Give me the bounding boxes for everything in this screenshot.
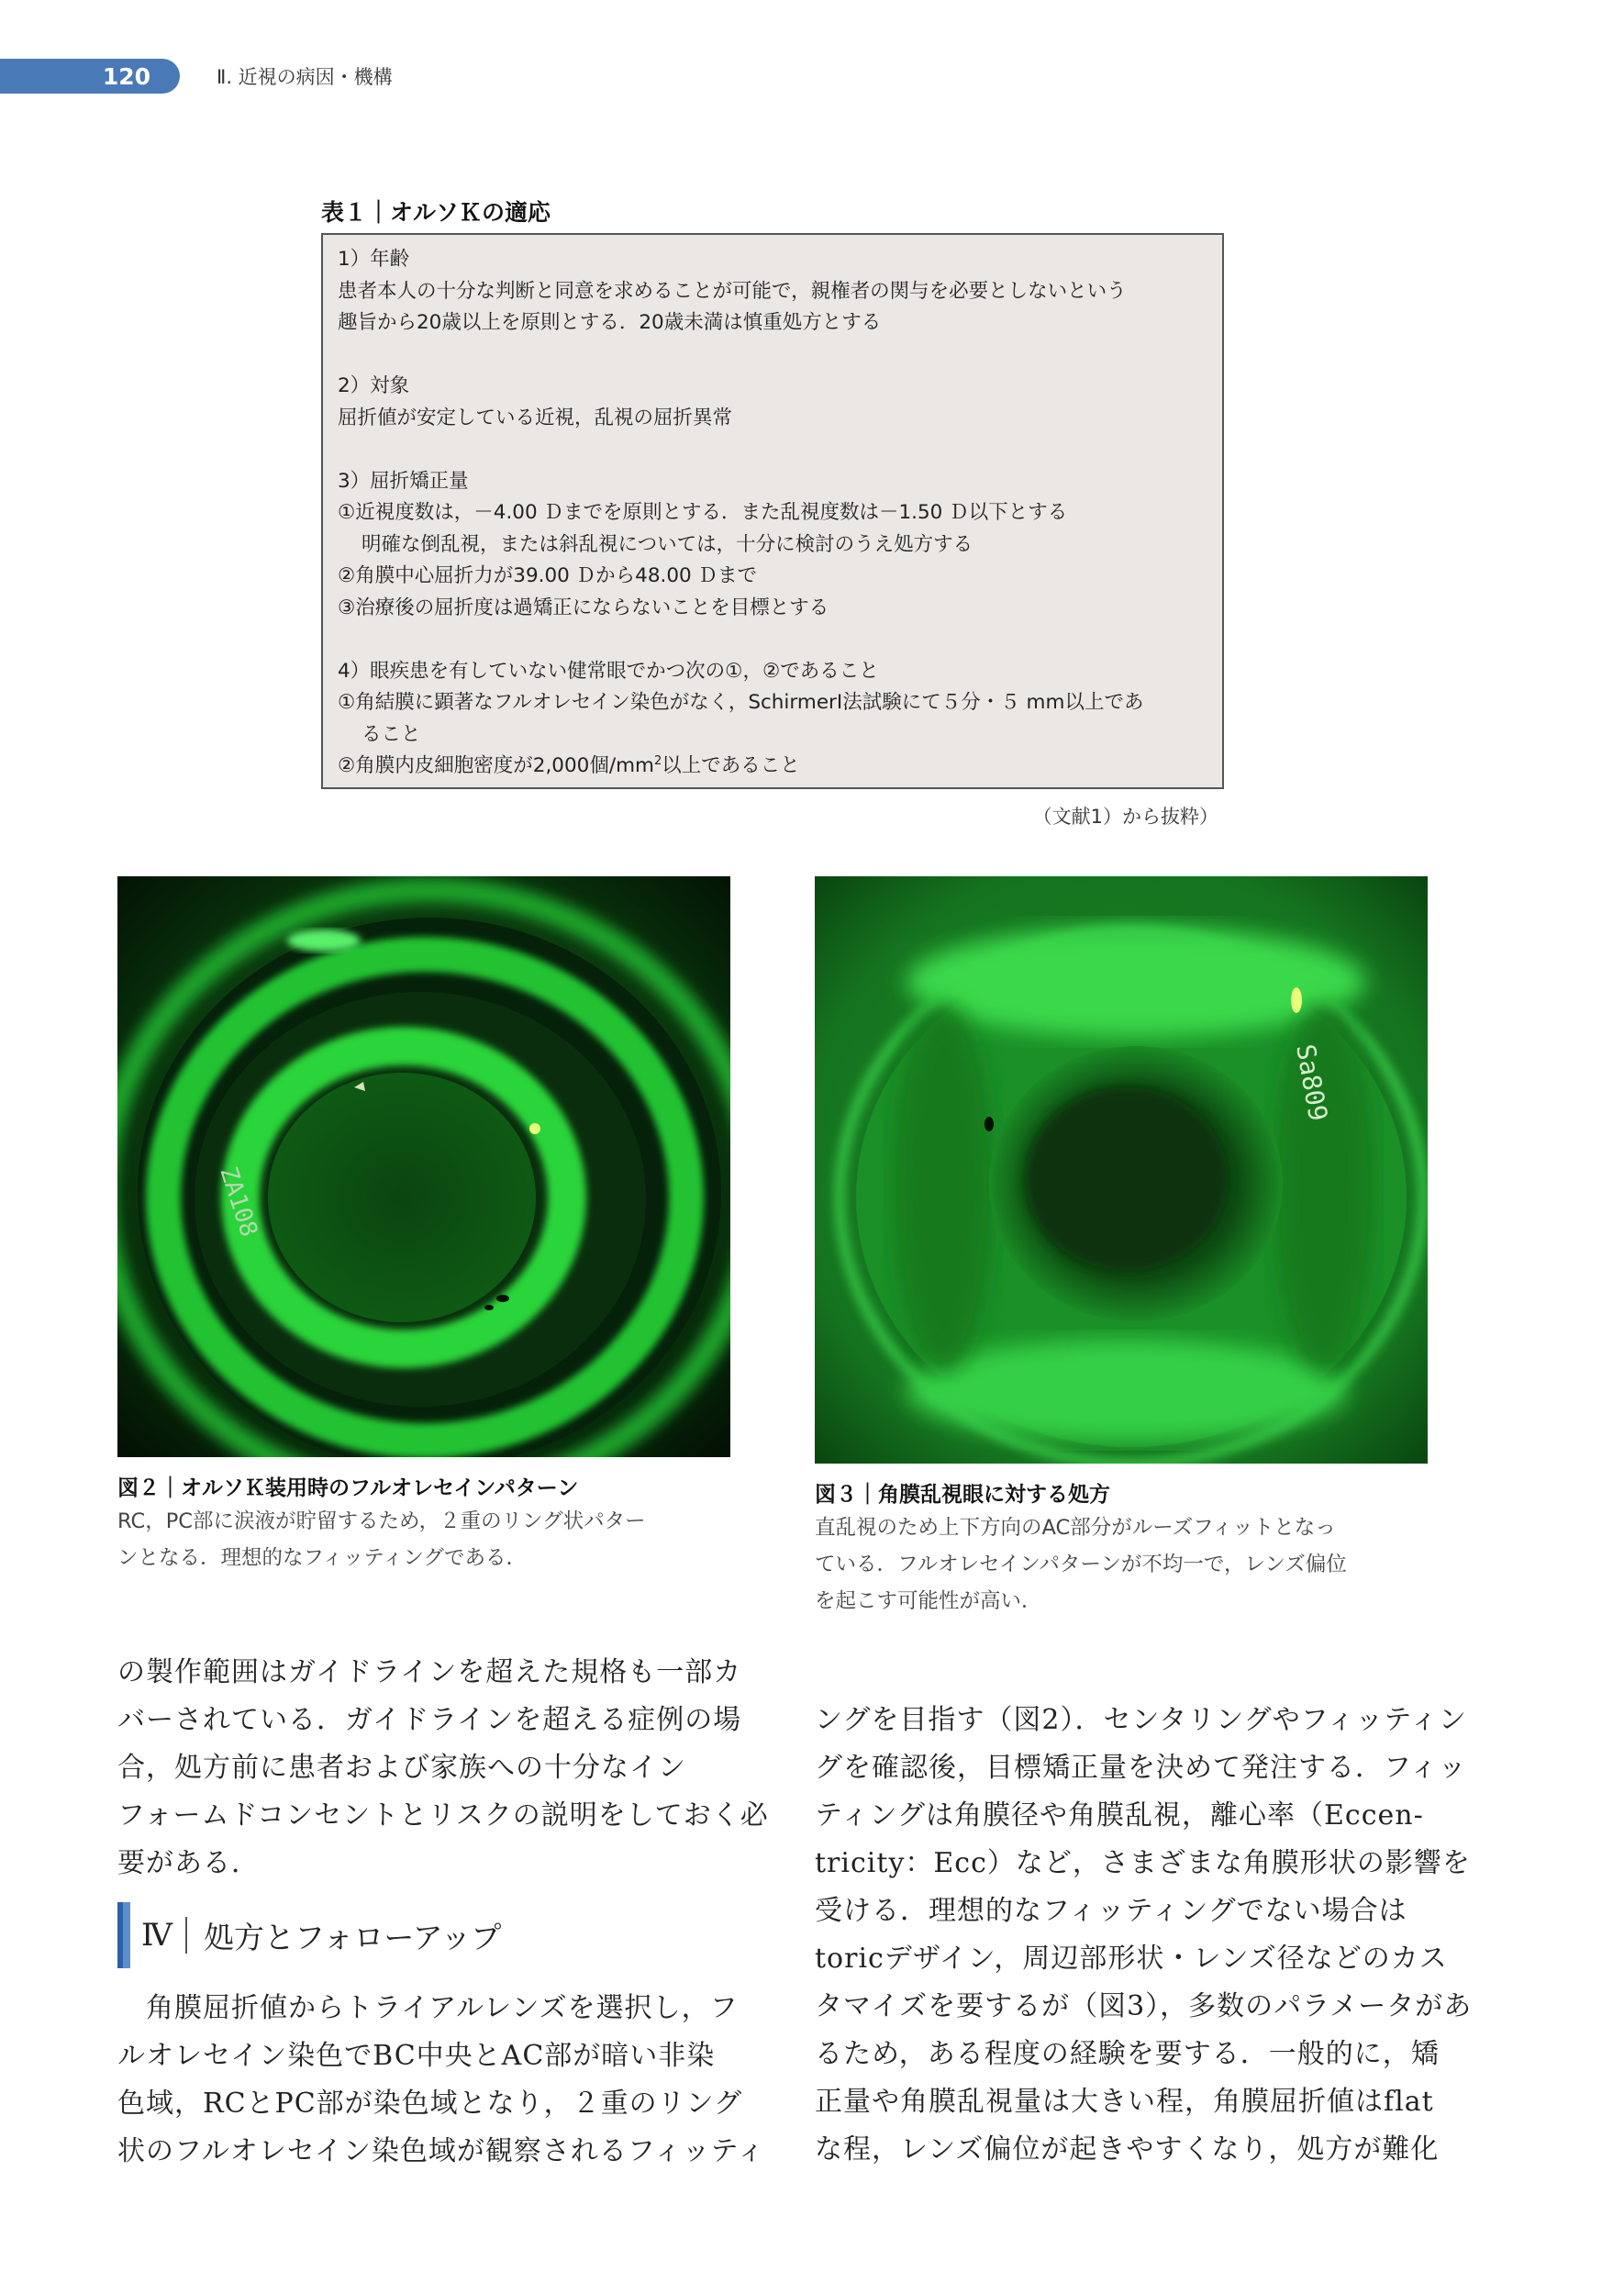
caption-line: ている．フルオレセインパターンが不均一で，レンズ偏位	[815, 1553, 1347, 1576]
table-line: ②角膜中心屈折力が39.00 Ｄから48.00 Ｄまで	[338, 564, 758, 587]
table-spacer	[338, 340, 1207, 372]
table-line: 屈折値が安定している近視，乱視の屈折異常	[338, 406, 733, 429]
table-spacer	[338, 624, 1207, 656]
body-line-right: るため，ある程度の経験を要する．一般的に，矯	[815, 2038, 1440, 2070]
body-line-right: toricデザイン，周辺部形状・レンズ径などのカス	[815, 1943, 1448, 1975]
lens-marking-fig3: Sa809	[1290, 1041, 1334, 1124]
body-line-right: 正量や角膜乱視量は大きい程，角膜屈折値はflat	[815, 2086, 1434, 2118]
table-line: 4）眼疾患を有していない健常眼でかつ次の①，②であること	[338, 659, 879, 683]
table-line: 1）年齢	[338, 248, 410, 271]
body-line-left: 角膜屈折値からトライアルレンズを選択し，フ	[117, 1992, 739, 2024]
body-line-left: 要がある．	[117, 1847, 260, 1879]
body-line-right: ングを目指す（図2）．センタリングやフィッティン	[815, 1704, 1467, 1736]
section-title: 処方とフォローアップ	[203, 1919, 502, 1955]
figure-2-photo	[117, 876, 730, 1457]
table-spacer	[338, 434, 1207, 466]
table-box	[321, 233, 1224, 789]
page-number: 120	[102, 62, 150, 90]
body-line-right: 受ける．理想的なフィッティングでない場合は	[815, 1895, 1407, 1927]
section-number: Ⅳ	[141, 1917, 187, 1954]
table-line: ること	[362, 722, 421, 746]
table-line: 患者本人の十分な判断と同意を求めることが可能で，親権者の関与を必要としないという	[338, 279, 1127, 303]
body-line-right: ティングは角膜径や角膜乱視，離心率（Eccen-	[815, 1799, 1424, 1832]
body-line-right: タマイズを要するが（図3），多数のパラメータがあ	[815, 1990, 1473, 2022]
figure-3-title: 図３｜角膜乱視眼に対する処方	[815, 1483, 1110, 1507]
table-line: 趣旨から20歳以上を原則とする．20歳未満は慎重処方とする	[338, 311, 882, 334]
table-source: （文献1）から抜粋）	[1032, 806, 1218, 828]
body-line-left: 状のフルオレセイン染色域が観察されるフィッティ	[117, 2135, 766, 2167]
page-number-tab	[0, 59, 180, 94]
body-line-left: フォームドコンセントとリスクの説明をしておく必	[117, 1799, 769, 1832]
body-line-right: な程，レンズ偏位が起きやすくなり，処方が難化	[815, 2133, 1440, 2166]
figure-3-caption	[815, 1509, 1431, 1620]
table-title: 表１｜オルソＫの適応	[321, 199, 551, 226]
body-line-right: グを確認後，目標矯正量を決めて発注する．フィッ	[815, 1752, 1467, 1784]
table-line-last: ②角膜内皮細胞密度が2,000個$/mm^2$以上であること	[338, 753, 800, 777]
body-line-left: の製作範囲はガイドラインを超えた規格も一部カ	[117, 1656, 742, 1688]
body-line-left: 合，処方前に患者および家族への十分なイン	[117, 1752, 686, 1784]
figure-2-title: 図２｜オルソＫ装用時のフルオレセインパターン	[117, 1476, 579, 1500]
section-bar	[117, 1902, 130, 1968]
caption-line: 直乱視のため上下方向のAC部分がルーズフィットとなっ	[815, 1516, 1336, 1540]
lens-marking-fig2: ZA108	[214, 1163, 263, 1241]
chapter-title: Ⅱ. 近視の病因・機構	[217, 66, 393, 88]
table-line: ①角結膜に顕著なフルオレセイン染色がなく，SchirmerⅠ法試験にて５分・５ mm以上であ	[338, 691, 1144, 714]
body-line-left: ルオレセイン染色でBC中央とAC部が暗い非染	[117, 2040, 716, 2072]
table-line: 3）屈折矯正量	[338, 469, 469, 493]
section-heading	[117, 1907, 501, 1964]
caption-line: ンとなる．理想的なフィッティングである．	[117, 1546, 527, 1570]
table-lines	[338, 244, 1207, 751]
caption-line: を起こす可能性が高い．	[815, 1589, 1042, 1613]
body-line-left: 色域，RCとPC部が染色域となり，２重のリング	[117, 2088, 743, 2120]
body-line-left: バーされている．ガイドラインを超える症例の場	[117, 1704, 742, 1736]
table-line: 2）対象	[338, 374, 410, 397]
figure-3-photo	[815, 876, 1428, 1464]
body-line-right: tricity：Ecc）など，さまざまな角膜形状の影響を	[815, 1847, 1471, 1879]
table-line: ①近視度数は，－4.00 Ｄまでを原則とする．また乱視度数は－1.50 Ｄ以下とする	[338, 501, 1068, 524]
figure-2-caption	[117, 1503, 734, 1576]
table-line: 明確な倒乱視，または斜乱視については，十分に検討のうえ処方する	[362, 532, 973, 556]
caption-line: RC，PC部に涙液が貯留するため，２重のリング状パター	[117, 1509, 646, 1533]
table-line: ③治療後の屈折度は過矯正にならないことを目標とする	[338, 596, 829, 619]
